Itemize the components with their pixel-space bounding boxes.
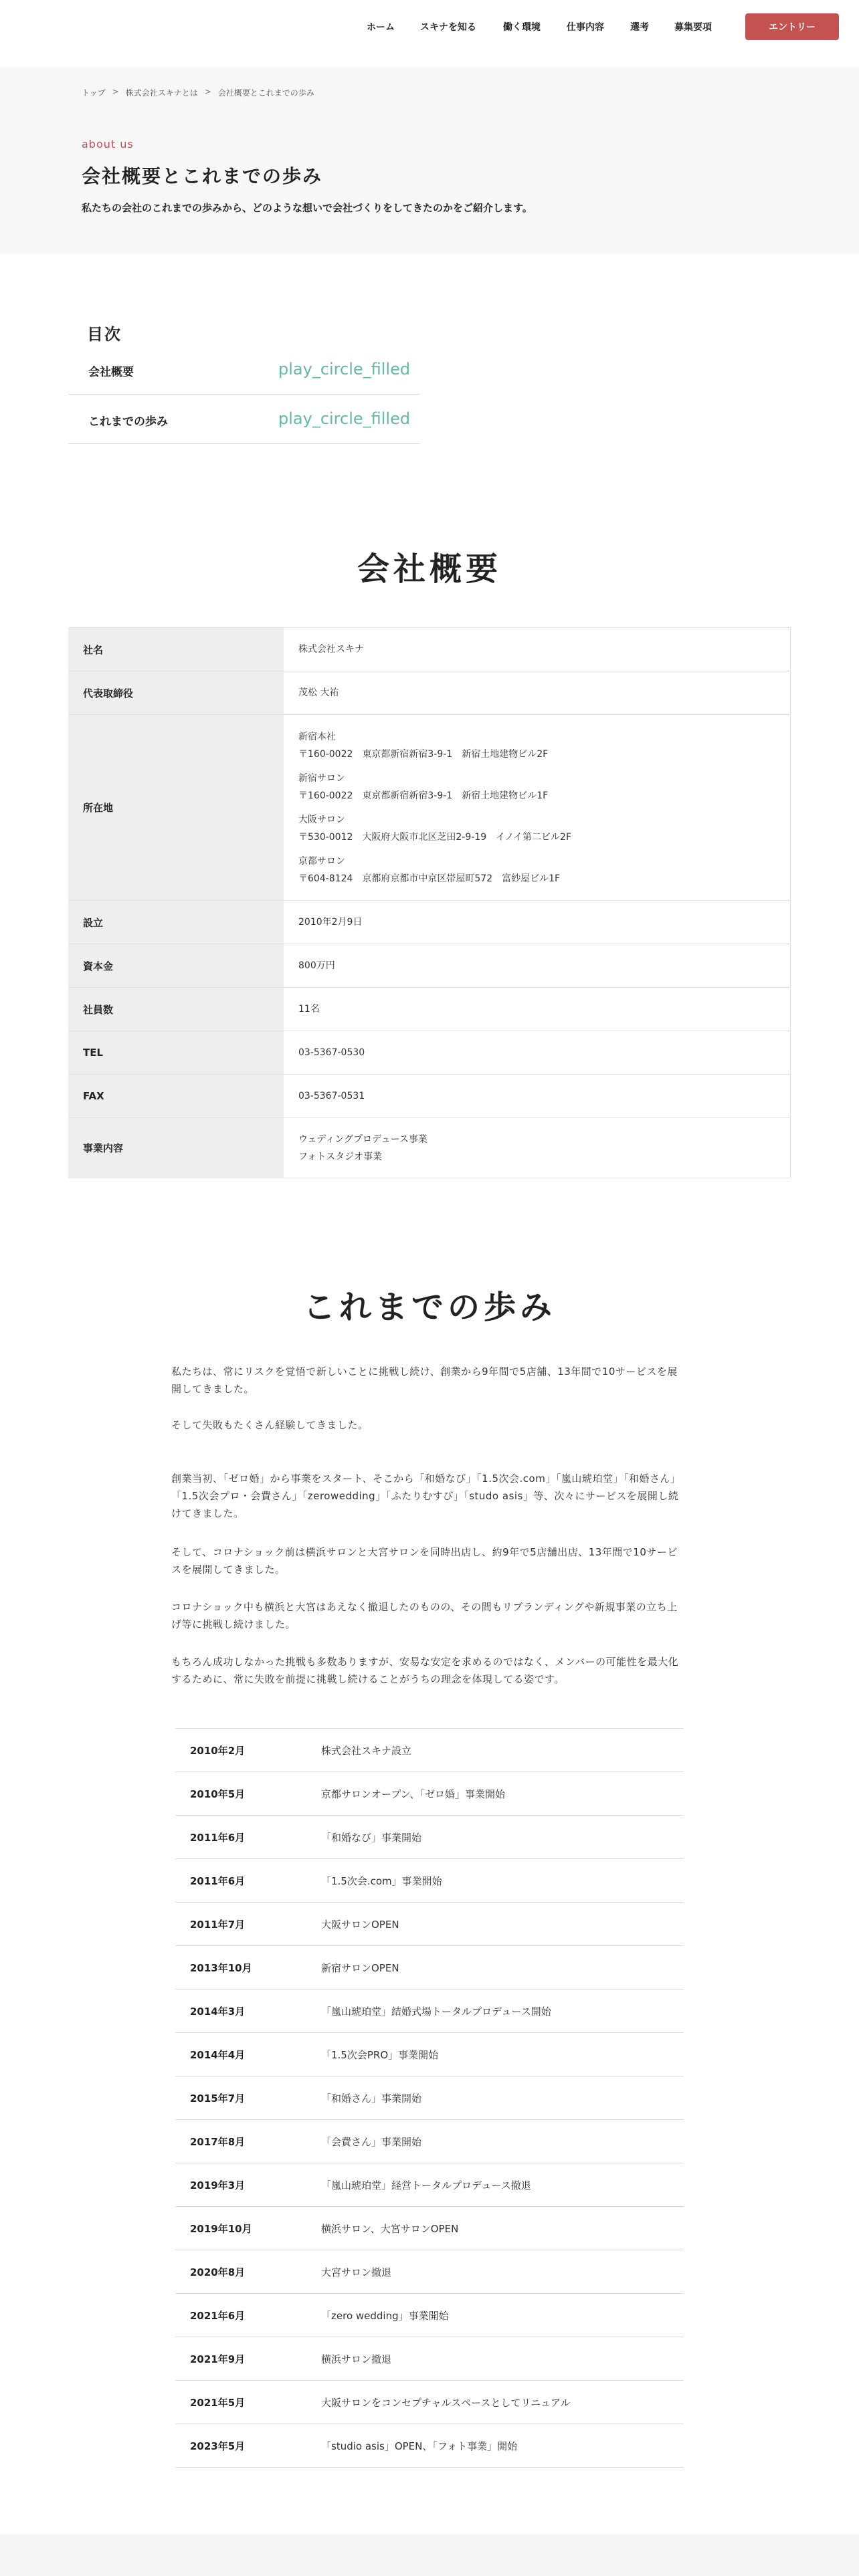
address-name: 京都サロン xyxy=(298,855,345,867)
toc-item-label: 会社概要 xyxy=(88,366,134,379)
breadcrumb-about[interactable]: 株式会社スキナとは xyxy=(125,88,198,98)
timeline-event: 大阪サロンをコンセプチャルスペースとしてリニュアル xyxy=(321,2397,571,2409)
company-row-value: 株式会社スキナ xyxy=(298,644,364,655)
company-row-label: 代表取締役 xyxy=(68,671,284,714)
company-row xyxy=(68,988,790,1031)
timeline-event: 「zero wedding」事業開始 xyxy=(321,2310,449,2322)
timeline-row xyxy=(175,2424,684,2468)
toc-item-label: これまでの歩み xyxy=(88,415,168,429)
timeline-row xyxy=(175,2076,684,2120)
address-block xyxy=(298,811,571,846)
timeline-row xyxy=(175,1816,684,1859)
company-section-title: 会社概要 xyxy=(357,550,502,588)
footer-band xyxy=(0,2535,859,2576)
company-row-label: 所在地 xyxy=(68,715,284,900)
company-row-value: 2010年2月9日 xyxy=(298,917,363,928)
timeline-date: 2021年6月 xyxy=(190,2310,246,2322)
company-row-value: 03-5367-0530 xyxy=(298,1047,365,1058)
address-block xyxy=(298,770,548,804)
toc-item-company[interactable] xyxy=(68,345,420,395)
address-block xyxy=(298,853,560,887)
history-paragraph: そして失敗もたくさん経験してきました。 xyxy=(171,1419,369,1431)
timeline-event: 横浜サロン、大宮サロンOPEN xyxy=(321,2223,459,2235)
timeline-event: 新宿サロンOPEN xyxy=(321,1962,399,1974)
timeline-event: 「和婚なび」事業開始 xyxy=(321,1832,422,1844)
timeline-row xyxy=(175,2207,684,2250)
timeline-date: 2020年8月 xyxy=(190,2266,246,2278)
timeline-date: 2010年5月 xyxy=(190,1788,246,1800)
timeline-row xyxy=(175,2381,684,2424)
history-paragraph: コロナショック中も横浜と大宮はあえなく撤退したのものの、その間もリブランディングや新規事業の立ち上げ等に挑戦し続けました。 xyxy=(171,1601,678,1630)
company-row-value: 800万円 xyxy=(298,960,335,971)
address-block xyxy=(298,728,548,763)
timeline-date: 2017年8月 xyxy=(190,2136,246,2148)
timeline-row xyxy=(175,2033,684,2076)
history-paragraph: 創業当初、「ゼロ婚」から事業をスタート、そこから「和婚なび」「1.5次会.com」「嵐山琥珀堂」「和婚さん」「1.5次会プロ・会費さん」「zerowedding」「ふたりむすび」「studo asis」等、次々にサービスを展開し続けてきました。 xyxy=(171,1473,681,1519)
company-row-label: 資本金 xyxy=(68,944,284,987)
company-row xyxy=(68,1075,790,1118)
company-row xyxy=(68,671,790,715)
history-paragraph: そして、コロナショック前は横浜サロンと大宮サロンを同時出店し、約9年で5店舗出店、13年間で10サービスを展開してきました。 xyxy=(171,1546,678,1576)
timeline-date: 2021年5月 xyxy=(190,2397,246,2409)
timeline-row xyxy=(175,2163,684,2207)
toc-title: 目次 xyxy=(87,325,122,344)
nav-home[interactable]: ホーム xyxy=(367,22,395,33)
address-text: 〒604-8124 京都府京都市中京区帯屋町572 富紗屋ビル1F xyxy=(298,873,561,884)
timeline-event: 「嵐山琥珀堂」経営トータルプロデュース撤退 xyxy=(321,2179,531,2191)
timeline-row xyxy=(175,1990,684,2033)
timeline-row xyxy=(175,1729,684,1772)
timeline-date: 2021年9月 xyxy=(190,2353,246,2365)
company-row-value xyxy=(284,715,790,900)
timeline-date: 2011年7月 xyxy=(190,1919,246,1931)
company-row xyxy=(68,628,790,671)
timeline-date: 2014年3月 xyxy=(190,2006,246,2018)
breadcrumb-separator: > xyxy=(112,87,119,96)
timeline-row xyxy=(175,2337,684,2381)
timeline-row xyxy=(175,2250,684,2294)
company-row-value xyxy=(284,1118,790,1178)
company-row xyxy=(68,901,790,944)
company-row-address xyxy=(68,715,790,901)
timeline-date: 2019年3月 xyxy=(190,2179,246,2191)
timeline-event: 株式会社スキナ設立 xyxy=(321,1745,412,1757)
timeline-date: 2019年10月 xyxy=(190,2223,252,2235)
business-line: ウェディングプロデュース事業 xyxy=(298,1134,427,1145)
timeline-event: 京都サロンオープン、「ゼロ婚」事業開始 xyxy=(321,1788,505,1800)
timeline-event: 横浜サロン撤退 xyxy=(321,2353,392,2365)
timeline-event: 「和婚さん」事業開始 xyxy=(321,2092,422,2105)
timeline-date: 2013年10月 xyxy=(190,1962,252,1974)
site-header xyxy=(0,0,859,67)
nav-work[interactable]: 仕事内容 xyxy=(567,22,604,33)
timeline-row xyxy=(175,1772,684,1816)
company-row-value: 茂松 大祐 xyxy=(298,687,339,698)
address-name: 大阪サロン xyxy=(298,814,345,825)
history-section-title: これまでの歩み xyxy=(302,1289,556,1326)
breadcrumb xyxy=(82,87,314,98)
hero-en-label: about us xyxy=(82,138,134,150)
entry-button[interactable]: エントリー xyxy=(745,13,839,40)
nav-environment[interactable]: 働く環境 xyxy=(503,22,541,33)
timeline-event: 「会費さん」事業開始 xyxy=(321,2136,422,2148)
timeline-row xyxy=(175,1946,684,1990)
company-row xyxy=(68,944,790,988)
nav-selection[interactable]: 選考 xyxy=(630,22,649,33)
timeline-date: 2023年5月 xyxy=(190,2440,246,2452)
business-line: フォトスタジオ事業 xyxy=(298,1151,383,1162)
breadcrumb-separator: > xyxy=(204,87,211,96)
timeline-date: 2010年2月 xyxy=(190,1745,246,1757)
timeline-event: 「1.5次会.com」事業開始 xyxy=(321,1875,442,1887)
toc-item-history[interactable] xyxy=(68,395,420,444)
address-name: 新宿本社 xyxy=(298,731,336,742)
company-row-label: TEL xyxy=(68,1031,284,1074)
company-row xyxy=(68,1118,790,1178)
timeline-row xyxy=(175,1903,684,1946)
breadcrumb-top[interactable]: トップ xyxy=(82,88,106,98)
play-circle-icon: play_circle_filled xyxy=(278,360,411,379)
timeline-event: 「1.5次会PRO」事業開始 xyxy=(321,2049,439,2061)
timeline-row xyxy=(175,2120,684,2163)
company-row-label: 事業内容 xyxy=(68,1118,284,1178)
play-circle-icon: play_circle_filled xyxy=(278,409,411,428)
timeline-date: 2014年4月 xyxy=(190,2049,246,2061)
timeline-date: 2011年6月 xyxy=(190,1832,246,1844)
page-lead: 私たちの会社のこれまでの歩みから、どのような想いで会社づくりをしてきたのかをご紹介します。 xyxy=(82,202,533,214)
address-name: 新宿サロン xyxy=(298,772,345,784)
company-row-value: 11名 xyxy=(298,1004,320,1014)
timeline-event: 大宮サロン撤退 xyxy=(321,2266,392,2278)
company-row-label: 社名 xyxy=(68,628,284,671)
page-title: 会社概要とこれまでの歩み xyxy=(82,165,323,187)
history-paragraph: 私たちは、常にリスクを覚悟で新しいことに挑戦し続け、創業から9年間で5店舗、13年間で10サービスを展開してきました。 xyxy=(171,1366,678,1395)
history-timeline xyxy=(175,1728,684,2468)
company-row xyxy=(68,1031,790,1075)
timeline-event: 「嵐山琥珀堂」結婚式場トータルプロデュース開始 xyxy=(321,2006,551,2018)
address-text: 〒160-0022 東京都新宿新宿3-9-1 新宿土地建物ビル1F xyxy=(298,790,549,801)
company-table xyxy=(68,627,791,1178)
company-row-label: 設立 xyxy=(68,901,284,944)
nav-about[interactable]: スキナを知る xyxy=(420,22,476,33)
timeline-date: 2011年6月 xyxy=(190,1875,246,1887)
page-hero xyxy=(0,67,859,254)
timeline-row xyxy=(175,1859,684,1903)
timeline-event: 大阪サロンOPEN xyxy=(321,1919,399,1931)
nav-recruit[interactable]: 募集要項 xyxy=(674,22,712,33)
timeline-date: 2015年7月 xyxy=(190,2092,246,2105)
address-text: 〒160-0022 東京都新宿新宿3-9-1 新宿土地建物ビル2F xyxy=(298,748,549,760)
breadcrumb-current: 会社概要とこれまでの歩み xyxy=(217,88,314,98)
timeline-row xyxy=(175,2294,684,2337)
history-paragraph: もちろん成功しなかった挑戦も多数ありますが、安易な安定を求めるのではなく、メンバーの可能性を最大化するために、常に失敗を前提に挑戦し続けることがうちの理念を体現してる姿です。 xyxy=(171,1656,679,1685)
company-row-label: FAX xyxy=(68,1075,284,1117)
address-text: 〒530-0012 大阪府大阪市北区芝田2-9-19 イノイ第二ビル2F xyxy=(298,831,571,843)
company-row-value: 03-5367-0531 xyxy=(298,1091,365,1101)
timeline-event: 「studio asis」OPEN、「フォト事業」開始 xyxy=(321,2440,518,2452)
company-row-label: 社員数 xyxy=(68,988,284,1031)
